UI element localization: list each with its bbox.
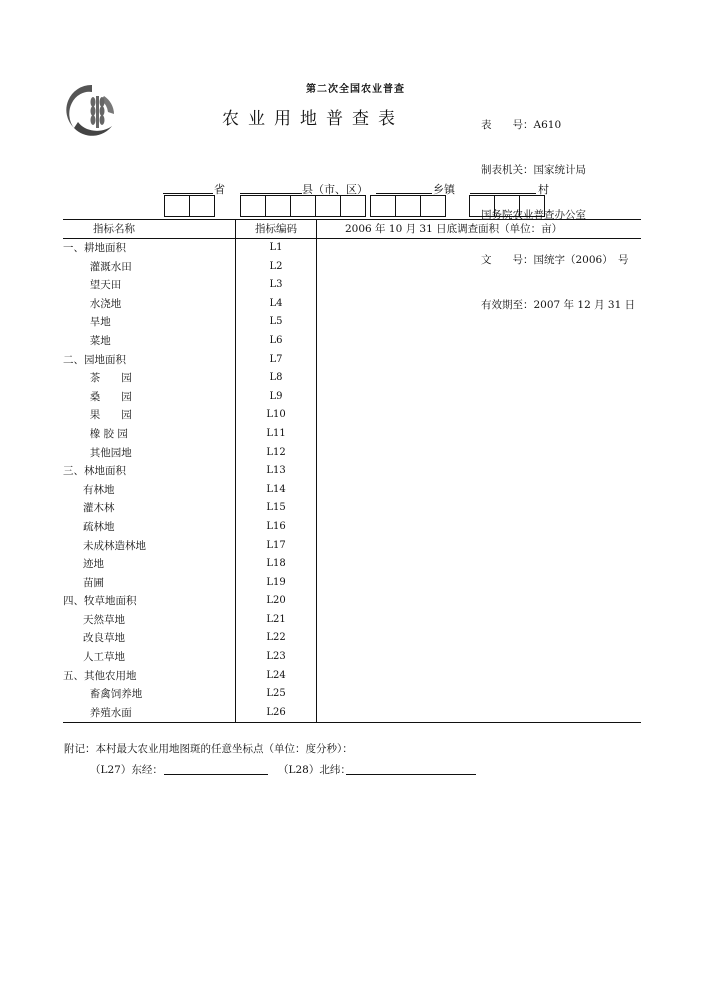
longitude-field[interactable]	[164, 762, 268, 775]
row-name: 菜地	[63, 334, 111, 347]
row-name: 果 园	[63, 409, 132, 422]
row-name: 人工草地	[63, 651, 126, 664]
row-code: L21	[235, 611, 317, 630]
row-code: L26	[235, 704, 317, 723]
row-code: L16	[235, 518, 317, 537]
row-code: L25	[235, 685, 317, 704]
row-name: 一、耕地面积	[63, 242, 126, 254]
longitude-label: （L27）东经：	[90, 764, 163, 776]
row-code: L17	[235, 537, 317, 556]
row-area-cell[interactable]	[317, 351, 641, 370]
row-code: L22	[235, 629, 317, 648]
table-row	[63, 648, 641, 667]
row-name: 苗圃	[63, 576, 105, 589]
row-area-cell[interactable]	[317, 592, 641, 611]
header-area: 2006 年 10 月 31 日底调查面积（单位：亩）	[345, 223, 563, 235]
table-row	[63, 704, 641, 723]
township-label: 乡镇	[433, 183, 455, 196]
row-code: L11	[235, 425, 317, 444]
row-code: L6	[235, 332, 317, 351]
row-name: 改良草地	[63, 632, 126, 645]
row-area-cell[interactable]	[317, 462, 641, 481]
row-name: 未成林造林地	[63, 539, 147, 552]
form-title: 农业用地普查表	[222, 109, 404, 129]
row-code: L5	[235, 313, 317, 332]
row-code: L9	[235, 388, 317, 407]
table-row	[63, 499, 641, 518]
appendix-note: 附记：本村最大农业用地图斑的任意坐标点（单位：度分秒）：	[64, 743, 353, 755]
row-code: L23	[235, 648, 317, 667]
village-code-boxes[interactable]	[469, 195, 545, 217]
row-name: 灌木林	[63, 502, 115, 515]
table-row	[63, 611, 641, 630]
row-area-cell[interactable]	[317, 704, 641, 723]
survey-name: 第二次全国农业普查	[306, 84, 405, 95]
table-row	[63, 351, 641, 370]
village-blank[interactable]	[470, 181, 536, 194]
row-code: L24	[235, 667, 317, 686]
table-row	[63, 518, 641, 537]
row-area-cell[interactable]	[317, 369, 641, 388]
row-code: L4	[235, 295, 317, 314]
row-area-cell[interactable]	[317, 425, 641, 444]
table-row	[63, 313, 641, 332]
row-name: 迹地	[63, 558, 105, 571]
meta-line: 表 号：A610	[481, 119, 562, 131]
table-row	[63, 592, 641, 611]
row-area-cell[interactable]	[317, 574, 641, 593]
latitude-field[interactable]	[346, 762, 476, 775]
row-name: 三、林地面积	[63, 465, 126, 478]
meta-line: 制表机关：国家统计局	[481, 164, 586, 176]
table-row	[63, 369, 641, 388]
table-row	[63, 388, 641, 407]
table-row	[63, 444, 641, 463]
county-label: 县（市、区）	[302, 183, 368, 196]
row-code: L14	[235, 481, 317, 500]
table-row	[63, 258, 641, 277]
township-blank[interactable]	[376, 181, 432, 194]
row-name: 四、牧草地面积	[63, 595, 137, 608]
row-name: 畜禽饲养地	[63, 688, 143, 701]
table-row	[63, 555, 641, 574]
row-area-cell[interactable]	[317, 258, 641, 277]
row-code: L15	[235, 499, 317, 518]
header-indicator-name: 指标名称	[93, 223, 135, 235]
row-area-cell[interactable]	[317, 685, 641, 704]
row-name: 旱地	[63, 316, 111, 329]
row-name: 灌溉水田	[63, 260, 132, 273]
row-area-cell[interactable]	[317, 629, 641, 648]
row-area-cell[interactable]	[317, 481, 641, 500]
row-name: 疏林地	[63, 520, 115, 533]
row-code: L20	[235, 592, 317, 611]
table-row	[63, 574, 641, 593]
row-code: L13	[235, 462, 317, 481]
row-area-cell[interactable]	[317, 537, 641, 556]
village-label: 村	[538, 183, 549, 196]
row-area-cell[interactable]	[317, 667, 641, 686]
row-code: L10	[235, 406, 317, 425]
table-row	[63, 667, 641, 686]
county-code-boxes[interactable]	[240, 195, 366, 217]
row-area-cell[interactable]	[317, 239, 641, 258]
row-area-cell[interactable]	[317, 388, 641, 407]
row-name: 桑 园	[63, 390, 132, 403]
row-code: L8	[235, 369, 317, 388]
row-area-cell[interactable]	[317, 313, 641, 332]
row-code: L3	[235, 276, 317, 295]
row-name: 有林地	[63, 483, 115, 496]
row-area-cell[interactable]	[317, 499, 641, 518]
table-row	[63, 629, 641, 648]
row-code: L7	[235, 351, 317, 370]
row-name: 茶 园	[63, 372, 132, 385]
land-use-table	[63, 219, 641, 723]
row-area-cell[interactable]	[317, 406, 641, 425]
table-row	[63, 462, 641, 481]
row-name: 望天田	[63, 279, 122, 292]
header-indicator-code: 指标编码	[235, 220, 317, 238]
row-name: 水浇地	[63, 297, 122, 310]
table-row	[63, 332, 641, 351]
county-blank[interactable]	[240, 181, 302, 194]
table-row	[63, 276, 641, 295]
table-row	[63, 406, 641, 425]
meta-line: 国务院农业普查办公室	[481, 209, 586, 221]
table-row	[63, 295, 641, 314]
row-name: 其他园地	[63, 446, 132, 459]
row-area-cell[interactable]	[317, 518, 641, 537]
latitude-label: （L28）北纬：	[278, 764, 351, 776]
table-row	[63, 481, 641, 500]
row-code: L12	[235, 444, 317, 463]
table-row	[63, 685, 641, 704]
row-name: 二、园地面积	[63, 353, 126, 366]
row-area-cell[interactable]	[317, 295, 641, 314]
province-label: 省	[214, 183, 225, 196]
table-header	[63, 220, 641, 239]
row-name: 天然草地	[63, 613, 126, 626]
row-area-cell[interactable]	[317, 555, 641, 574]
province-blank[interactable]	[163, 181, 213, 194]
row-area-cell[interactable]	[317, 611, 641, 630]
row-area-cell[interactable]	[317, 444, 641, 463]
row-code: L19	[235, 574, 317, 593]
row-area-cell[interactable]	[317, 276, 641, 295]
row-name: 五、其他农用地	[63, 669, 137, 682]
row-name: 橡 胶 园	[63, 427, 128, 440]
row-code: L2	[235, 258, 317, 277]
row-area-cell[interactable]	[317, 332, 641, 351]
row-code: L1	[235, 239, 317, 258]
table-row	[63, 425, 641, 444]
row-name: 养殖水面	[63, 706, 132, 719]
row-area-cell[interactable]	[317, 648, 641, 667]
province-code-boxes[interactable]	[164, 195, 215, 217]
row-code: L18	[235, 555, 317, 574]
township-code-boxes[interactable]	[370, 195, 446, 217]
meta-line: 有效期至：2007 年 12 月 31 日	[481, 299, 636, 311]
table-row	[63, 239, 641, 258]
meta-line: 文 号：国统字（2006） 号	[481, 254, 629, 266]
table-row	[63, 537, 641, 556]
